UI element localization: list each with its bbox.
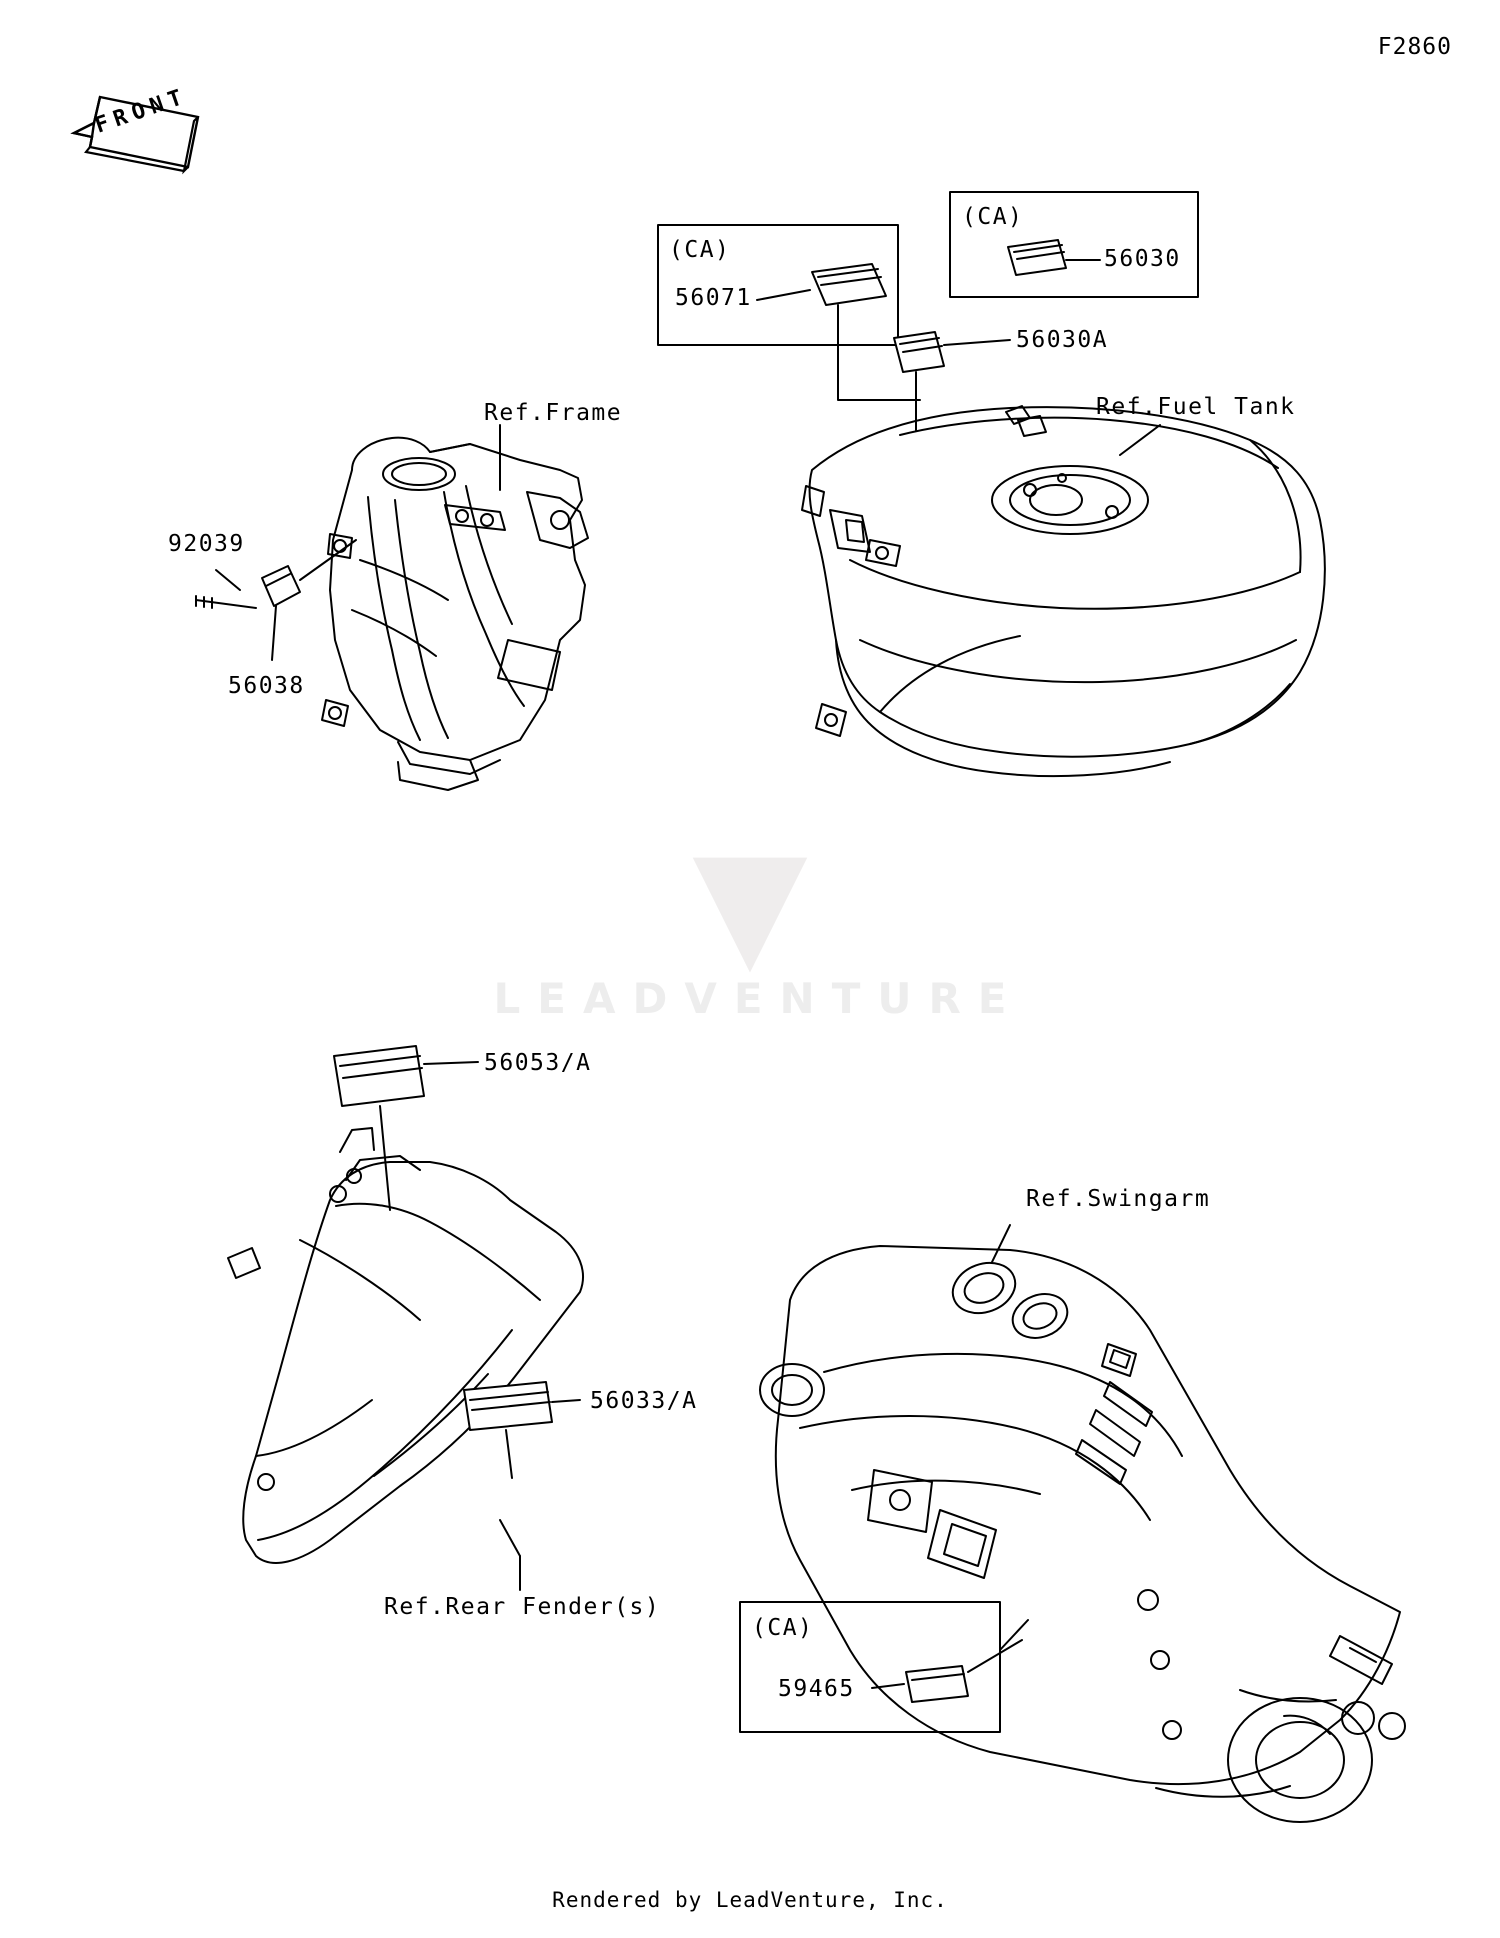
callout-56030A: 56030A — [1016, 327, 1109, 353]
group-box-label-ca-56030: (CA) — [962, 204, 1024, 230]
group-box-label-ca-59465: (CA) — [752, 1615, 814, 1641]
reference-swingarm: Ref.Swingarm — [1026, 1186, 1211, 1212]
callout-56030: 56030 — [1104, 246, 1181, 272]
footer-credit: Rendered by LeadVenture, Inc. — [552, 1888, 948, 1912]
callout-56033A: 56033/A — [590, 1388, 698, 1414]
reference-rear-fender: Ref.Rear Fender(s) — [384, 1594, 661, 1620]
callout-92039: 92039 — [168, 531, 245, 557]
callout-56071: 56071 — [675, 285, 752, 311]
reference-frame: Ref.Frame — [484, 400, 623, 426]
callout-56038: 56038 — [228, 673, 305, 699]
watermark-mark: ▼ — [692, 816, 808, 990]
callout-56053A: 56053/A — [484, 1050, 592, 1076]
front-label: FRONT — [92, 83, 192, 139]
callout-59465: 59465 — [778, 1676, 855, 1702]
group-box-label-ca-56071: (CA) — [669, 237, 731, 263]
reference-fuel-tank: Ref.Fuel Tank — [1096, 394, 1296, 420]
watermark-text: LEADVENTURE — [493, 973, 1024, 1023]
diagram-code: F2860 — [1377, 34, 1452, 60]
